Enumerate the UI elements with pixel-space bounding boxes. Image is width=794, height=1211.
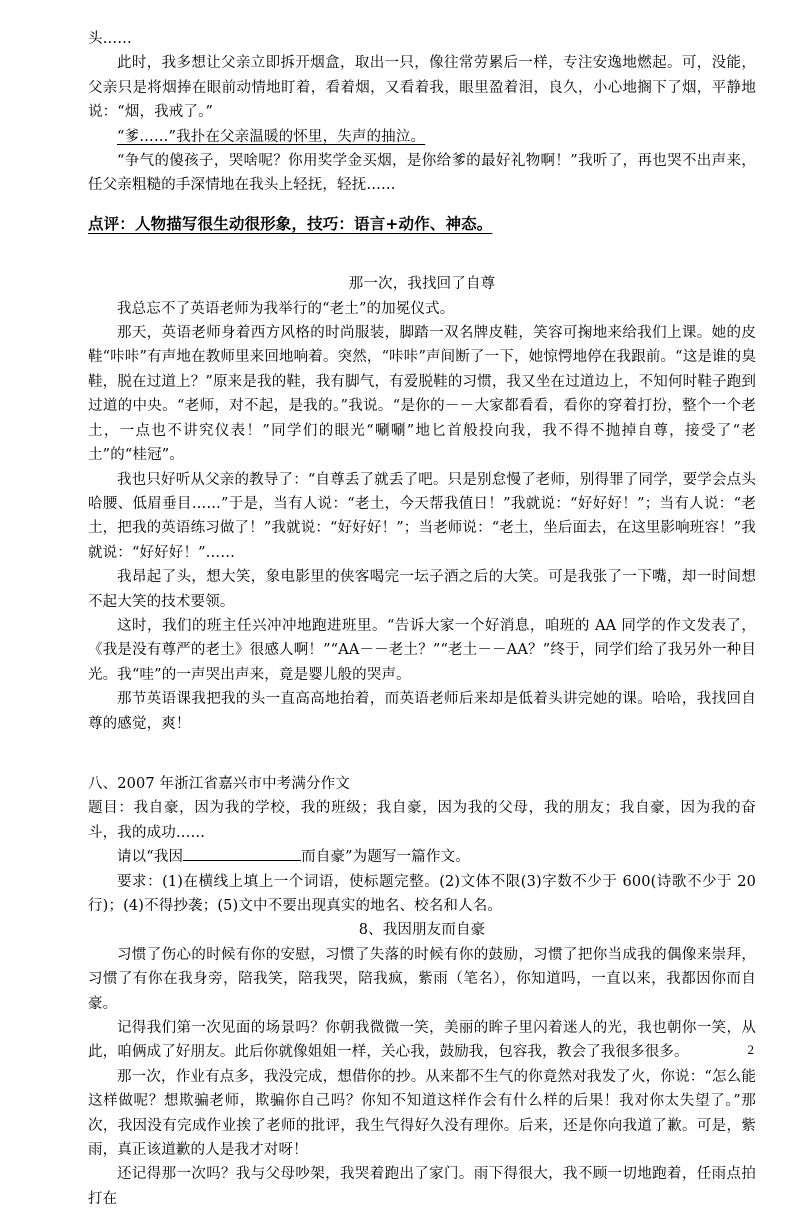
section-heading: 八、2007 年浙江省嘉兴市中考满分作文 [88, 775, 351, 792]
essay-title: 那一次，我找回了自尊 [348, 276, 496, 293]
spacer [88, 736, 756, 772]
essay-prompt [88, 845, 756, 869]
paragraph: 我也只好听从父亲的教导了：“自尊丢了就丢了吧。只是别怠慢了老师，别得罪了同学，要学会点头哈腰、低眉垂目……”于是，当有人说：“老土，今天帮我值日！”我就说：“好好好！”；当有人说：“老土，把我的英语练习做了！”我就说：“好好好！”；当老师说：“老土，坐后面去，在这里影响班容！”我就说：“好好好！”…… [88, 471, 756, 561]
underlined-text: “爹……”我扑在父亲温暖的怀里，失声的抽泣。 [117, 128, 426, 145]
essay-title: 8、我因朋友而自豪 [358, 922, 486, 939]
paragraph: 那一次，作业有点多，我没完成，想借你的抄。从来都不生气的你竟然对我发了火，你说：“怎么能这样做呢？想欺骗老师，欺骗你自己吗？你知不知道这样作会有什么样的后果！我对你太失望了。”那次，我因没有完成作业挨了老师的批评，我生气得好久没有理你。后来，还是你向我道了歉。可是，紫雨，真正该道歉的人是我才对呀！ [88, 1068, 756, 1159]
essay-topic: 题目：我自豪，因为我的学校，我的班级；我自豪，因为我的父母，我的朋友；我自豪，因为我的奋斗，我的成功…… [88, 800, 756, 841]
prompt-part-b: 而自豪”为题写一篇作文。 [301, 849, 470, 866]
paragraph-underlined [88, 125, 756, 149]
paragraph: “争气的傻孩子，哭啥呢？你用奖学金买烟，是你给爹的最好礼物啊！”我听了，再也哭不出声来，任父亲粗糙的手深情地在我头上轻抚，轻抚…… [88, 153, 756, 194]
paragraph: 那节英语课我把我的头一直高高地抬着，而英语老师后来却是低着头讲完她的课。哈哈，我找回自尊的感觉，爽！ [88, 691, 756, 732]
paragraph: 我总忘不了英语老师为我举行的“老土”的加冕仪式。 [117, 300, 455, 317]
essay-requirements: 要求：(1)在横线上填上一个词语，使标题完整。(2)文体不限(3)字数不少于 600(诗歌不少于 20 行)；(4)不得抄袭；(5)文中不要出现真实的地名、校名和人名。 [88, 873, 756, 914]
fill-blank-line [183, 846, 301, 861]
paragraph: 那天，英语老师身着西方风格的时尚服装，脚踏一双名牌皮鞋，笑容可掬地来给我们上课。她的皮鞋“咔咔”有声地在教师里来回地响着。突然，“咔咔”声间断了一下，她惊愕地停在我跟前。“这是谁的臭鞋，脱在过道上？”原来是我的鞋，我有脚气，有爱脱鞋的习惯，我又坐在过道边上，不知何时鞋子跑到过道的中央。“老师，对不起，是我的。”我说。“是你的－－大家都看看，看你的穿着打扮，整个一个老土，一点也不讲究仪表！”同学们的眼光“唰唰”地匕首般投向我，我不得不抛掉自尊，接受了“老土”的“桂冠”。 [88, 325, 756, 464]
paragraph: 还记得那一次吗？我与父母吵架，我哭着跑出了家门。雨下得很大，我不顾一切地跑着，任雨点拍打在 [88, 1166, 756, 1207]
paragraph: 头…… [88, 31, 132, 47]
paragraph: 我昂起了头，想大笑，象电影里的侠客喝完一坛子酒之后的大笑。可是我张了一下嘴，却一时间想不起大笑的技术要领。 [88, 569, 756, 610]
teacher-comment: 点评：人物描写很生动很形象，技巧：语言+动作、神态。 [88, 214, 493, 233]
prompt-part-a: 请以“我因 [117, 849, 184, 866]
paragraph: 习惯了伤心的时候有你的安慰，习惯了失落的时候有你的鼓励，习惯了把你当成我的偶像来崇拜，习惯了有你在我身旁，陪我笑，陪我哭，陪我疯，紫雨（笔名），你知道吗，一直以来，我都因你而自豪。 [88, 946, 756, 1012]
page-content [88, 27, 756, 1211]
paragraph: 记得我们第一次见面的场景吗？你朝我微微一笑，美丽的眸子里闪着迷人的光，我也朝你一笑，从此，咱俩成了好朋友。此后你就像姐姐一样，关心我，鼓励我，包容我，教会了我很多很多。 [88, 1020, 756, 1061]
spacer [88, 236, 756, 272]
paragraph: 此时，我多想让父亲立即拆开烟盒，取出一只，像往常劳累后一样，专注安逸地燃起。可，没能，父亲只是将烟捧在眼前动情地盯着，看着烟，又看着我，眼里盈着泪，良久，小心地搁下了烟，平静地说：“烟，我戒了。” [88, 55, 756, 121]
paragraph: 这时，我们的班主任兴冲冲地跑进班里。“告诉大家一个好消息，咱班的 AA 同学的作文发表了，《我是没有尊严的老土》很感人啊！”“AA－－老土？”“老土－－AA？”终于，同学们给了我另外一种目光。我“哇”的一声哭出声来，竟是婴儿般的哭声。 [88, 617, 756, 683]
page-number: 2 [747, 1042, 754, 1057]
